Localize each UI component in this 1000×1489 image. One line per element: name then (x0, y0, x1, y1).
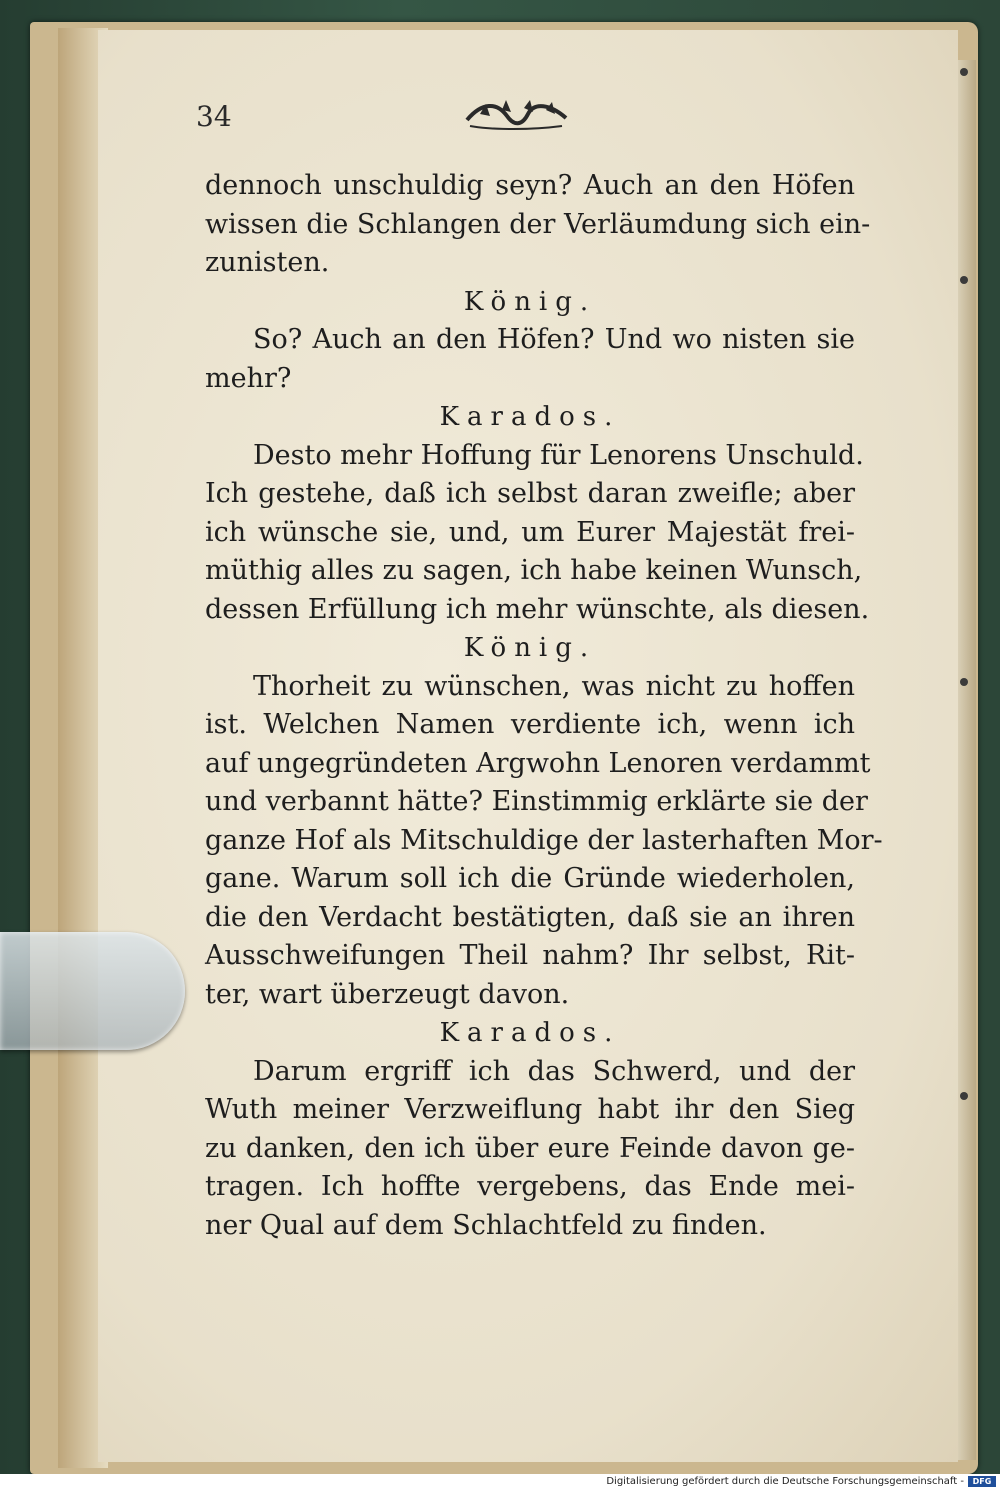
text-line: und verbannt hätte? Einstimmig erklärte sie der (205, 786, 868, 817)
text-line: So? Auch an den Höfen? Und wo nisten sie (253, 324, 855, 355)
page-text-block (205, 167, 883, 1245)
text-line: die den Verdacht bestätigten, daß sie an ihren (205, 901, 855, 933)
speaker-name: Karados. (439, 402, 621, 432)
text-line: tragen. Ich hoffte vergebens, das Ende mei- (205, 1171, 855, 1202)
speaker-name: Karados. (439, 1018, 621, 1048)
text-line: Desto mehr Hoffung für Lenorens Unschuld. (253, 439, 864, 471)
text-line: ner Qual auf dem Schlachtfeld zu finden. (205, 1209, 767, 1241)
text-line: ich wünsche sie, und, um Eurer Majestät frei- (205, 516, 855, 548)
speaker-name: König. (463, 633, 597, 663)
text-line: auf ungegründeten Argwohn Lenoren verdammt (205, 747, 871, 779)
text-line: Thorheit zu wünschen, was nicht zu hoffen (253, 670, 855, 702)
page-number: 34 (196, 100, 232, 133)
speaker-name: König. (463, 286, 597, 317)
text-line: Wuth meiner Verzweiflung habt ihr den Sieg (205, 1094, 855, 1125)
text-line: gane. Warum soll ich die Gründe wiederholen, (205, 863, 855, 894)
footer-bar (0, 1474, 1000, 1489)
text-line: ter, wart überzeugt davon. (205, 978, 570, 1010)
decorative-vine-ornament-icon (462, 96, 572, 136)
dfg-logo: DFG (968, 1476, 996, 1487)
page-edge-right (958, 60, 976, 1460)
text-line: ganze Hof als Mitschuldige der lasterhaften Mor- (205, 824, 883, 856)
text-line: Ich gestehe, daß ich selbst daran zweifle; aber (205, 478, 855, 509)
text-line: Ausschweifungen Theil nahm? Ihr selbst, Rit- (205, 940, 855, 971)
text-line: zunisten. (205, 247, 330, 278)
text-line: mehr? (205, 362, 292, 394)
glass-page-clip (0, 932, 185, 1050)
text-line: Darum ergriff ich das Schwerd, und der (253, 1055, 855, 1087)
text-line: dennoch unschuldig seyn? Auch an den Höfen (205, 170, 855, 201)
footer-credit: Digitalisierung gefördert durch die Deutsche Forschungsgemeinschaft - (606, 1476, 964, 1487)
text-line: zu danken, den ich über eure Feinde davon ge- (205, 1132, 855, 1164)
text-line: dessen Erfüllung ich mehr wünschte, als diesen. (205, 593, 870, 625)
text-line: müthig alles zu sagen, ich habe keinen Wunsch, (205, 555, 863, 586)
text-line: ist. Welchen Namen verdiente ich, wenn ich (205, 709, 855, 740)
text-line: wissen die Schlangen der Verläumdung sich ein- (205, 208, 871, 240)
